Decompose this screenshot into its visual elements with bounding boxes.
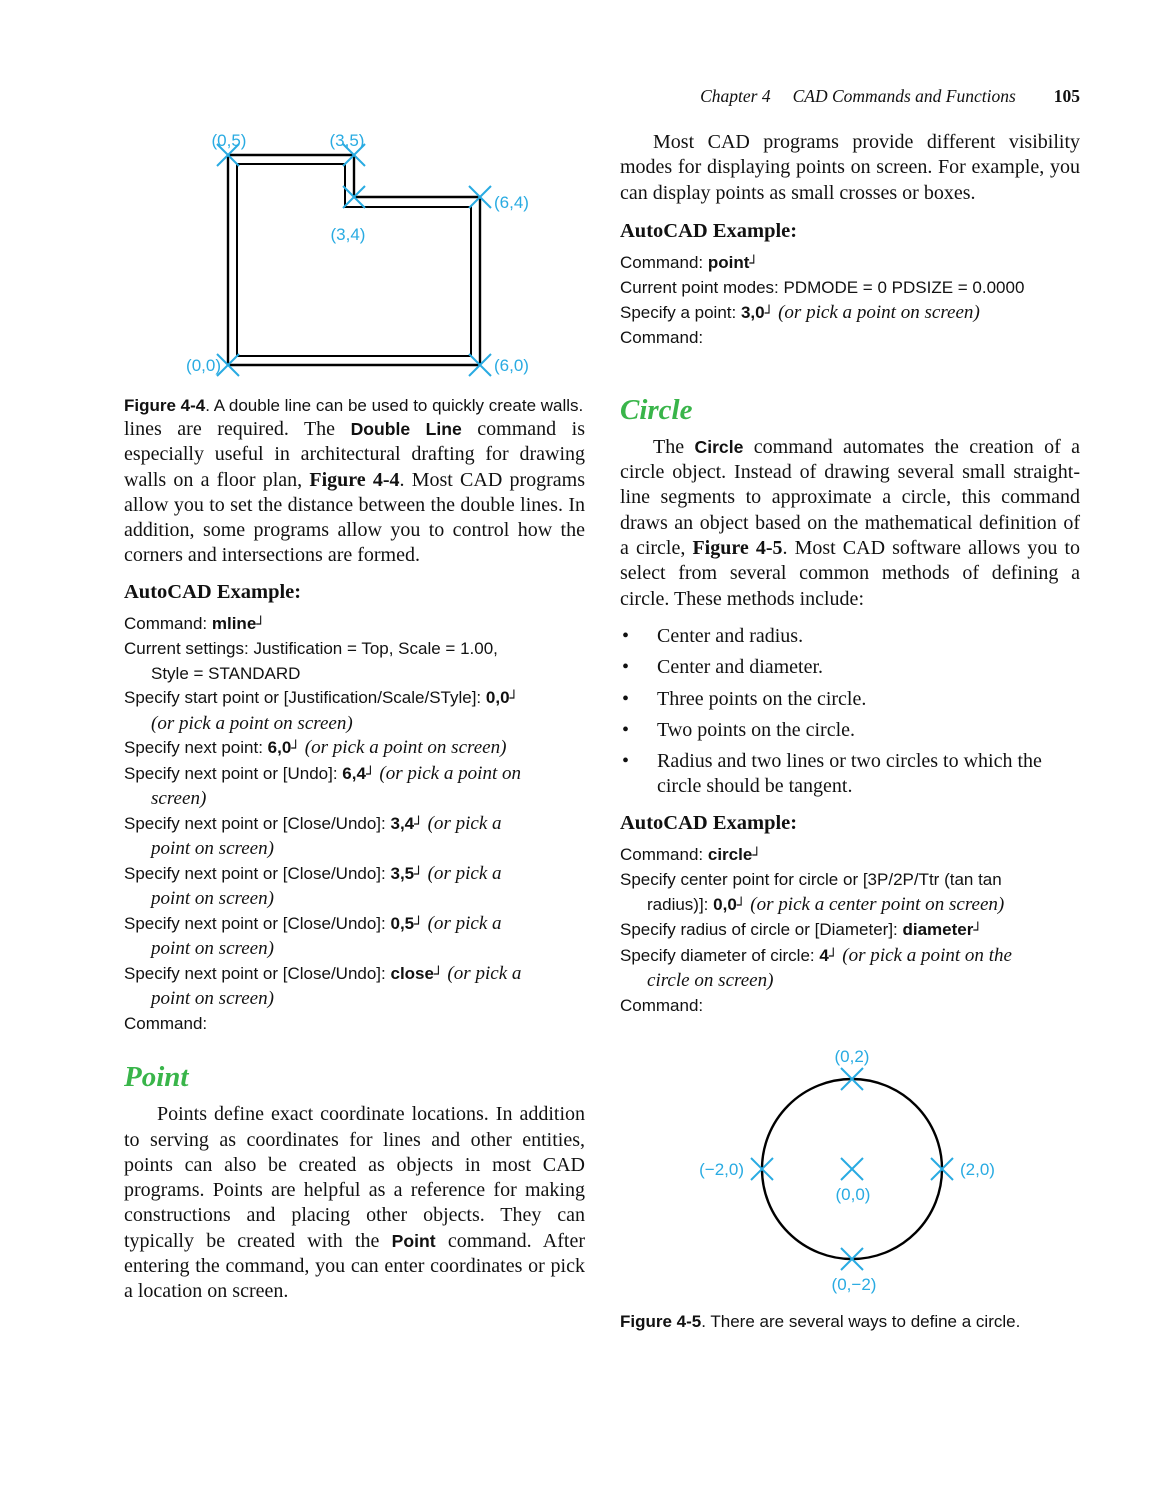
text-segment: Specify start point or [Justification/Scale/STyle]:	[124, 688, 486, 708]
text-segment: Figure 4-4	[124, 396, 206, 415]
bullet-text: Radius and two lines or two circles to which the circle should be tangent.	[657, 750, 1042, 798]
circle-methods-list	[620, 624, 1080, 800]
page-number: 105	[1053, 86, 1080, 106]
point-section-heading: Point	[124, 1061, 189, 1094]
text-segment: radius)]:	[647, 894, 714, 914]
text-segment: Circle	[694, 436, 744, 457]
left-column	[124, 130, 585, 1305]
return-key-symbol: ┘	[365, 766, 375, 783]
text-segment: 0,0	[485, 688, 510, 708]
circle-command-block	[620, 843, 1080, 1019]
command-line	[620, 843, 1080, 869]
text-segment: (or pick a center point on screen)	[745, 893, 1005, 915]
point-command-block	[620, 251, 1080, 351]
coord-label-neg2-0: (−2,0)	[699, 1160, 744, 1180]
circle-section-heading: Circle	[620, 393, 693, 426]
text-segment: 4	[819, 945, 829, 965]
command-line	[620, 893, 1080, 919]
text-segment: 6,0	[267, 738, 292, 758]
command-line	[124, 637, 585, 662]
text-segment: 3,5	[390, 863, 415, 883]
coord-label-2-0: (2,0)	[960, 1160, 995, 1180]
bullet-item	[620, 655, 1080, 680]
bullet-icon: •	[622, 656, 630, 679]
command-line	[124, 736, 585, 762]
figure-4-4-caption	[124, 394, 585, 417]
return-key-symbol: ┘	[749, 255, 759, 272]
text-segment: (or pick a	[422, 862, 502, 884]
autocad-example-heading-point: AutoCAD Example:	[620, 219, 798, 242]
bullet-item	[620, 687, 1080, 712]
text-segment: Double Line	[350, 419, 462, 439]
figure-4-4-diagram	[124, 130, 585, 392]
command-line	[124, 837, 585, 862]
text-segment: (or pick a point on screen)	[151, 712, 353, 734]
return-key-symbol: ┘	[291, 741, 300, 758]
bullet-text: Three points on the circle.	[657, 687, 867, 710]
text-segment: Most CAD programs provide different visibility modes for displaying points on screen. For example, you can display points as small crosses or boxes.	[620, 131, 1080, 204]
text-segment: 0,0	[713, 894, 737, 914]
text-segment: (or pick a point on screen)	[299, 737, 507, 759]
mline-command-block	[124, 612, 585, 1037]
text-segment: Command:	[124, 1013, 208, 1033]
bullet-text: Center and radius.	[657, 624, 804, 647]
text-segment: point on screen)	[151, 838, 274, 860]
coord-label-0-5: (0,5)	[211, 131, 247, 150]
text-segment: point	[707, 252, 750, 272]
bullet-item	[620, 749, 1080, 800]
return-key-symbol: ┘	[509, 691, 519, 708]
bullet-icon: •	[622, 624, 630, 647]
return-key-symbol: ┘	[736, 897, 746, 914]
autocad-example-heading-circle: AutoCAD Example:	[620, 811, 798, 834]
text-segment: Specify next point or [Close/Undo]:	[124, 913, 391, 933]
command-line	[124, 762, 585, 788]
return-key-symbol: ┘	[973, 923, 983, 940]
text-segment: Current settings: Justification = Top, Scale = 1.00,	[124, 639, 498, 659]
text-segment: . Most CAD software allows you to select from several common methods of defining a circle. These methods include:	[620, 537, 1081, 610]
circle-x-markers	[751, 1068, 953, 1270]
text-segment: Figure 4-5	[692, 537, 783, 560]
command-line	[620, 251, 1080, 277]
command-line	[124, 1012, 585, 1037]
text-segment: (or pick a	[422, 912, 502, 934]
command-line	[620, 326, 1080, 351]
text-segment: diameter	[902, 920, 974, 940]
figure-4-5-caption	[620, 1310, 1080, 1333]
circle-paragraph	[620, 435, 1080, 612]
text-segment: . A double line can be used to quickly create walls.	[205, 396, 584, 415]
text-segment: Specify next point or [Close/Undo]:	[124, 813, 391, 833]
text-segment: (or pick a point on the	[837, 944, 1012, 966]
command-line	[124, 686, 585, 712]
text-segment: Command:	[124, 613, 212, 633]
return-key-symbol: ┘	[752, 847, 762, 864]
command-line	[124, 612, 585, 638]
text-segment: Command:	[620, 995, 704, 1015]
text-segment: circle	[707, 844, 753, 864]
command-line	[124, 787, 585, 812]
text-segment: Specify a point:	[620, 302, 741, 322]
text-segment: point on screen)	[151, 888, 274, 910]
return-key-symbol: ┘	[414, 866, 423, 883]
autocad-example-heading-mline: AutoCAD Example:	[124, 580, 302, 603]
command-line	[620, 301, 1080, 327]
text-segment: Style = STANDARD	[151, 663, 301, 683]
command-line	[124, 862, 585, 888]
bullet-icon: •	[622, 750, 630, 773]
command-line	[124, 987, 585, 1012]
text-segment: (or pick a point on screen)	[773, 301, 980, 323]
coord-label-6-0: (6,0)	[494, 356, 529, 375]
text-segment: Specify next point or [Close/Undo]:	[124, 863, 391, 883]
text-segment: screen)	[151, 788, 207, 810]
bullet-icon: •	[622, 718, 630, 741]
coord-label-0-neg2: (0,−2)	[831, 1275, 877, 1295]
text-segment: circle on screen)	[647, 970, 774, 992]
return-key-symbol: ┘	[828, 948, 838, 965]
text-segment: Specify center point for circle or [3P/2P/Ttr (tan tan	[620, 870, 1002, 890]
text-segment: command automates the creation of a circle object. Instead of drawing several small straight-line segments to approximate a circle, this command draws an object based on the mathematical definition of a circle,	[620, 435, 1081, 560]
command-line	[620, 994, 1080, 1019]
command-line	[124, 812, 585, 838]
text-segment: Figure 4-4	[309, 468, 400, 491]
text-segment: Specify next point or [Close/Undo]:	[124, 963, 391, 983]
text-segment: command is especially useful in architectural drafting for drawing walls on a floor plan,	[124, 418, 585, 491]
text-segment: Current point modes: PDMODE = 0 PDSIZE = 0.0000	[620, 278, 1025, 298]
text-segment: Points define exact coordinate locations. In addition to serving as coordinates for lines and other entities, points can also be created as objects in most CAD programs. Points are helpful as a reference for making constructions and placing other objects. They can typically be created with the	[124, 1103, 585, 1252]
text-segment: point on screen)	[151, 988, 274, 1010]
command-line	[620, 944, 1080, 970]
text-segment: 3,0	[740, 302, 765, 322]
text-segment: point on screen)	[151, 938, 274, 960]
coord-label-6-4: (6,4)	[494, 193, 529, 212]
text-segment: Point	[391, 1230, 436, 1251]
command-line	[620, 276, 1080, 301]
text-segment: Command:	[620, 252, 708, 272]
command-line	[620, 868, 1080, 893]
bullet-icon: •	[622, 687, 630, 710]
text-segment: Figure 4-5	[620, 1312, 702, 1332]
coord-label-3-5: (3,5)	[329, 131, 365, 150]
text-segment: Command:	[620, 328, 704, 348]
text-segment: 6,4	[342, 763, 366, 783]
coord-label-0-2: (0,2)	[834, 1047, 870, 1067]
text-segment: mline	[211, 613, 257, 633]
chapter-title: CAD Commands and Functions	[792, 86, 1016, 106]
return-key-symbol: ┘	[414, 816, 423, 833]
running-header	[700, 86, 1080, 107]
right-column	[620, 130, 1080, 1333]
command-line	[124, 912, 585, 938]
bullet-text: Two points on the circle.	[657, 718, 855, 741]
bullet-text: Center and diameter.	[657, 656, 824, 679]
command-line	[124, 937, 585, 962]
chapter-label: Chapter 4	[700, 86, 771, 106]
text-segment: (or pick a	[422, 812, 502, 834]
text-segment: Specify next point or [Undo]:	[124, 763, 343, 783]
text-segment: The	[653, 435, 695, 458]
text-segment: Specify next point:	[124, 738, 268, 758]
figure-4-5-diagram	[620, 1046, 1080, 1298]
text-segment: Command:	[620, 844, 708, 864]
text-segment: close	[390, 963, 434, 983]
bullet-item	[620, 718, 1080, 743]
command-line	[124, 962, 585, 988]
wall-outline-outer	[228, 155, 480, 365]
coord-label-center-0-0: (0,0)	[835, 1185, 871, 1205]
return-key-symbol: ┘	[414, 916, 423, 933]
command-line	[124, 712, 585, 737]
command-line	[124, 662, 585, 687]
text-segment: . There are several ways to define a circle.	[701, 1312, 1021, 1332]
text-segment: (or pick a	[442, 962, 522, 984]
coord-label-0-0: (0,0)	[186, 356, 221, 375]
double-line-paragraph	[124, 417, 585, 569]
command-line	[620, 969, 1080, 994]
text-segment: 0,5	[390, 913, 415, 933]
point-paragraph	[124, 1102, 585, 1304]
return-key-symbol: ┘	[433, 966, 443, 983]
text-segment: Specify radius of circle or [Diameter]:	[620, 920, 903, 940]
text-segment: . Most CAD programs allow you to set the distance between the double lines. In addition, some programs allow you to control how the corners and intersections are formed.	[124, 468, 586, 567]
coord-label-3-4: (3,4)	[330, 225, 366, 244]
return-key-symbol: ┘	[256, 616, 265, 633]
text-segment: command. After entering the command, you can enter coordinates or pick a location on screen.	[124, 1229, 585, 1303]
text-segment: (or pick a point on	[374, 762, 522, 784]
visibility-paragraph	[620, 130, 1080, 206]
text-segment: 3,4	[390, 813, 415, 833]
bullet-item	[620, 624, 1080, 649]
text-segment: Specify diameter of circle:	[620, 945, 820, 965]
text-segment: lines are required. The	[124, 418, 351, 440]
return-key-symbol: ┘	[764, 305, 774, 322]
command-line	[124, 887, 585, 912]
command-line	[620, 918, 1080, 944]
